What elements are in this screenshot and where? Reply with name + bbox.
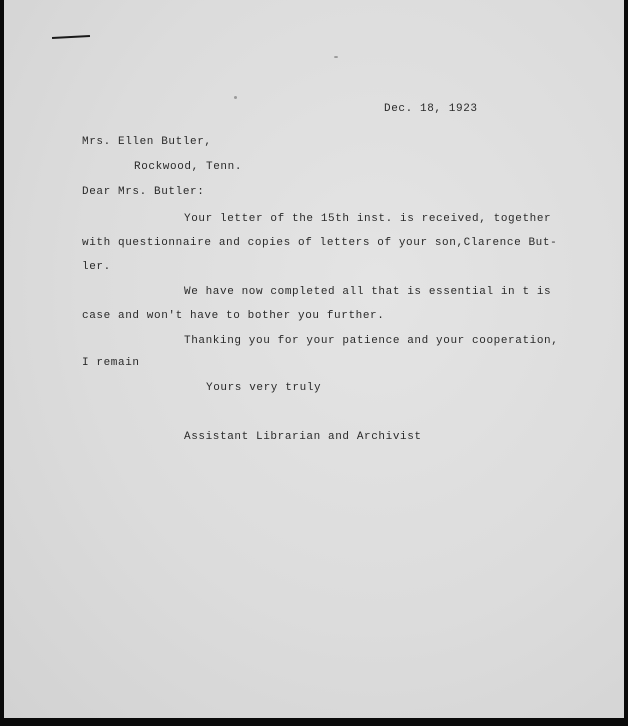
letter-page [4, 0, 624, 718]
margin-mark [52, 35, 90, 39]
signature-title: Assistant Librarian and Archivist [184, 431, 422, 443]
letter-date: Dec. 18, 1923 [384, 103, 478, 115]
paper-speck [234, 96, 237, 99]
salutation: Dear Mrs. Butler: [82, 186, 205, 198]
body-line: Thanking you for your patience and your cooperation, [184, 335, 559, 347]
paper-speck [334, 56, 338, 58]
closing-line: I remain [82, 357, 140, 369]
body-line: ler. [82, 261, 111, 273]
body-line: case and won't have to bother you further. [82, 310, 385, 322]
body-line: with questionnaire and copies of letters of your son,Clarence But- [82, 237, 558, 249]
recipient-city: Rockwood, Tenn. [134, 161, 243, 173]
valediction: Yours very truly [206, 382, 322, 394]
body-line: We have now completed all that is essential in t is [184, 286, 552, 298]
recipient-name: Mrs. Ellen Butler, [82, 136, 212, 148]
body-line: Your letter of the 15th inst. is received, together [184, 213, 552, 225]
